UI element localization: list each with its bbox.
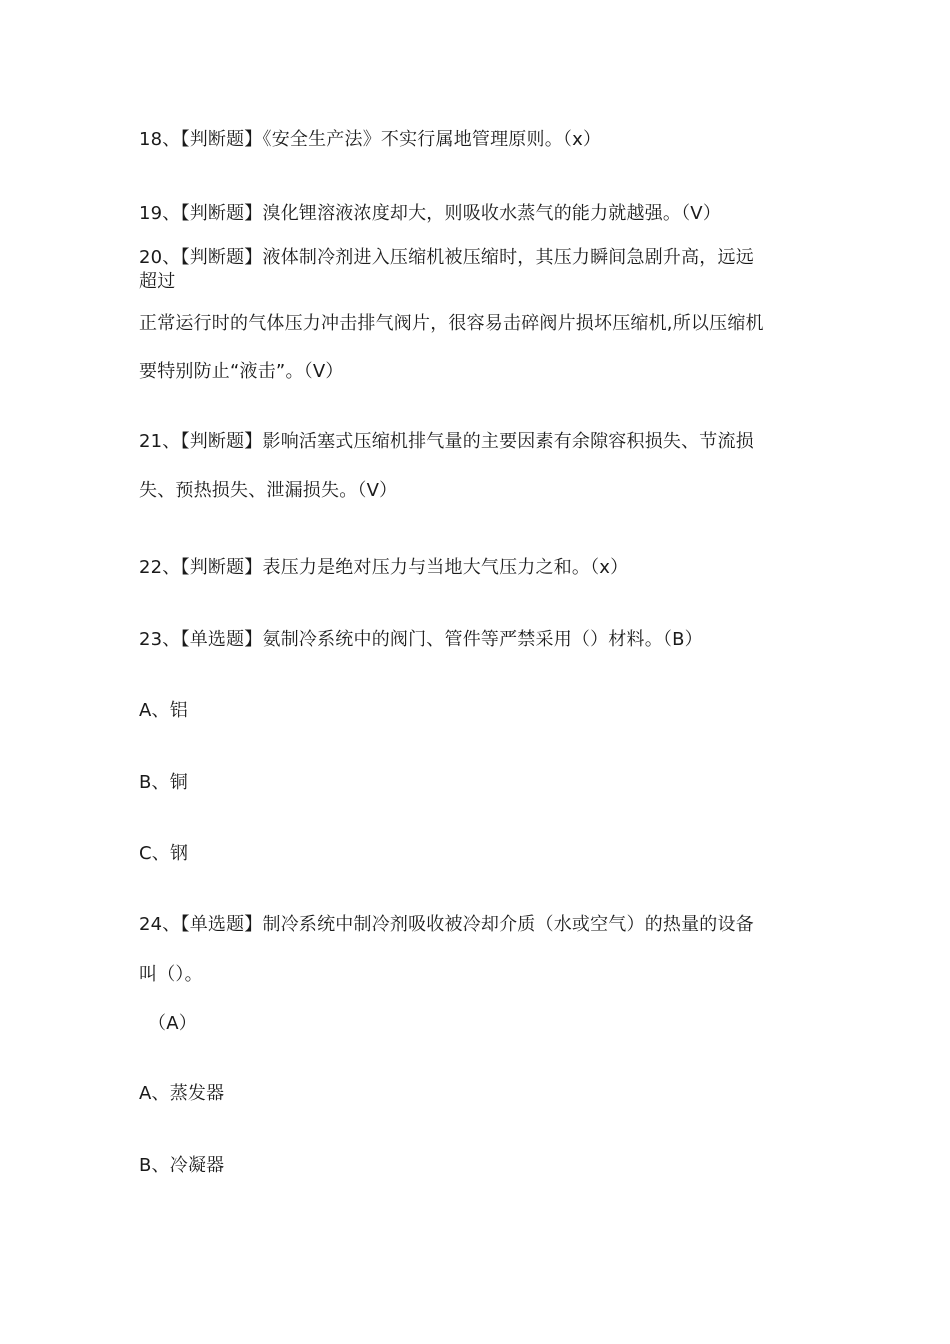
question-22: 22、【判断题】表压力是绝对压力与当地大气压力之和。（x）	[139, 557, 629, 578]
question-20-line-1: 20、【判断题】液体制冷剂进入压缩机被压缩时，其压力瞬间急剧升高，远远	[139, 247, 754, 268]
question-18: 18、【判断题】《安全生产法》不实行属地管理原则。（x）	[139, 129, 602, 150]
question-24-line-1: 24、【单选题】制冷系统中制冷剂吸收被冷却介质（水或空气）的热量的设备	[139, 914, 754, 935]
question-23-option-a: A、铝	[139, 700, 188, 721]
question-23: 23、【单选题】氨制冷系统中的阀门、管件等严禁采用（）材料。（B）	[139, 629, 703, 650]
question-24-option-b: B、冷凝器	[139, 1155, 225, 1176]
question-24-line-2: 叫（）。	[139, 964, 203, 985]
question-21-line-2: 失、预热损失、泄漏损失。（V）	[139, 480, 398, 501]
question-20-line-2: 超过	[139, 271, 176, 292]
question-19: 19、【判断题】溴化锂溶液浓度却大，则吸收水蒸气的能力就越强。（V）	[139, 203, 722, 224]
question-21-line-1: 21、【判断题】影响活塞式压缩机排气量的主要因素有余隙容积损失、节流损	[139, 431, 754, 452]
question-24-option-a: A、蒸发器	[139, 1083, 225, 1104]
question-23-option-c: C、钢	[139, 843, 189, 864]
question-23-option-b: B、铜	[139, 772, 188, 793]
question-20-line-4: 要特别防止“液击”。（V）	[139, 361, 344, 382]
question-20-line-3: 正常运行时的气体压力冲击排气阀片，很容易击碎阀片损坏压缩机,所以压缩机	[139, 313, 764, 334]
question-24-answer: （A）	[148, 1013, 197, 1034]
